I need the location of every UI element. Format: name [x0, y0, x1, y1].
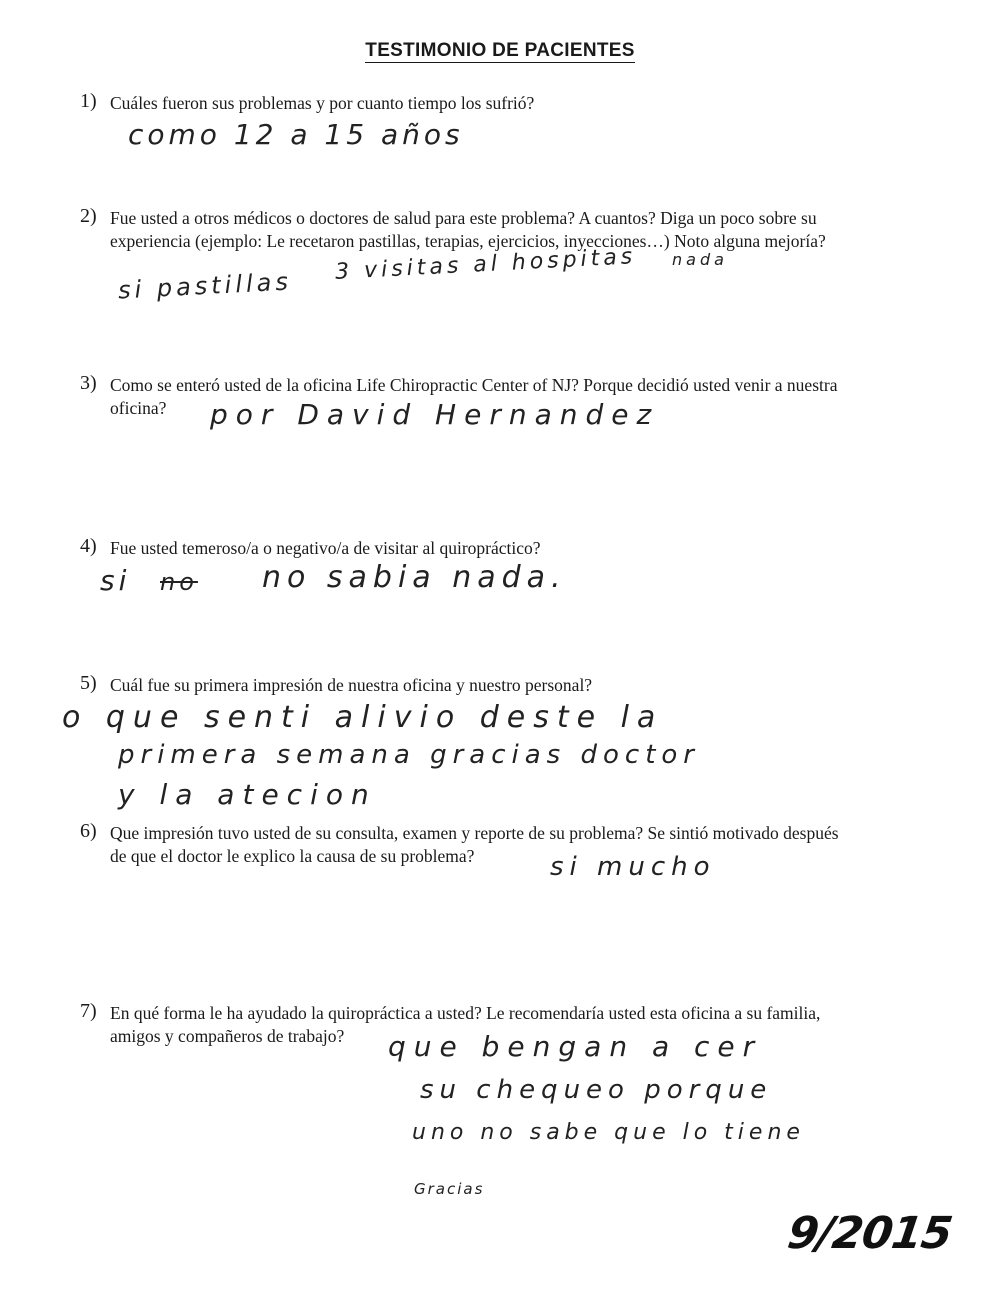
question-text-line-1: Como se enteró usted de la oficina Life Chiropractic Center of NJ? Porque decidió usted venir a nuestra [110, 375, 838, 395]
answer-5-line-1: o que senti alivio deste la [62, 700, 664, 735]
answer-5-line-3: y la atecion [118, 778, 377, 811]
answer-3: por David Hernandez [210, 398, 660, 431]
answer-5-line-2: primera semana gracias doctor [118, 740, 700, 770]
form-title: TESTIMONIO DE PACIENTES [365, 40, 635, 61]
question-number: 2) [80, 205, 97, 227]
handwritten-date: 9/2015 [784, 1208, 955, 1259]
question-text-line-1: Fue usted a otros médicos o doctores de salud para este problema? A cuantos? Diga un poco sobre su [110, 208, 817, 228]
question-text: Cuáles fueron sus problemas y por cuanto tiempo los sufrió? [110, 93, 535, 113]
answer-7-line-1: que bengan a cer [388, 1030, 763, 1063]
answer-4-part-1: si [100, 564, 131, 597]
answer-4-part-2: no sabia nada. [262, 560, 567, 595]
question-text-line-2: oficina? [110, 398, 167, 418]
question-number: 5) [80, 672, 97, 694]
question-text: Cuál fue su primera impresión de nuestra oficina y nuestro personal? [110, 675, 593, 695]
question-number: 4) [80, 535, 97, 557]
question-number: 3) [80, 372, 97, 394]
question-number: 1) [80, 90, 97, 112]
question-text-line-2: de que el doctor le explico la causa de su problema? [110, 846, 475, 866]
question-text-line-2: amigos y compañeros de trabajo? [110, 1026, 345, 1046]
answer-7-line-3: uno no sabe que lo tiene [412, 1120, 805, 1145]
question-text-line-1: Que impresión tuvo usted de su consulta, examen y reporte de su problema? Se sintió motivado después [110, 823, 839, 843]
answer-2-part-1: si pastillas [117, 267, 293, 305]
question-text-line-1: En qué forma le ha ayudado la quiropráctica a usted? Le recomendaría usted esta oficina a su familia, [110, 1003, 821, 1023]
answer-1: como 12 a 15 años [128, 118, 464, 151]
answer-2-part-2: 3 visitas al hospitas [334, 244, 637, 285]
answer-2-part-3: nada [672, 250, 728, 269]
answer-7-line-2: su chequeo porque [420, 1075, 773, 1105]
answer-6: si mucho [550, 852, 716, 882]
question-number: 7) [80, 1000, 97, 1022]
question-number: 6) [80, 820, 97, 842]
answer-7-line-4: Gracias [414, 1180, 485, 1198]
answer-4-crossed-out: no [160, 568, 198, 596]
question-text: Fue usted temeroso/a o negativo/a de visitar al quiropráctico? [110, 538, 541, 558]
question-text-line-2: experiencia (ejemplo: Le recetaron pastillas, terapias, ejercicios, inyecciones…) Noto alguna mejoría? [110, 231, 826, 251]
